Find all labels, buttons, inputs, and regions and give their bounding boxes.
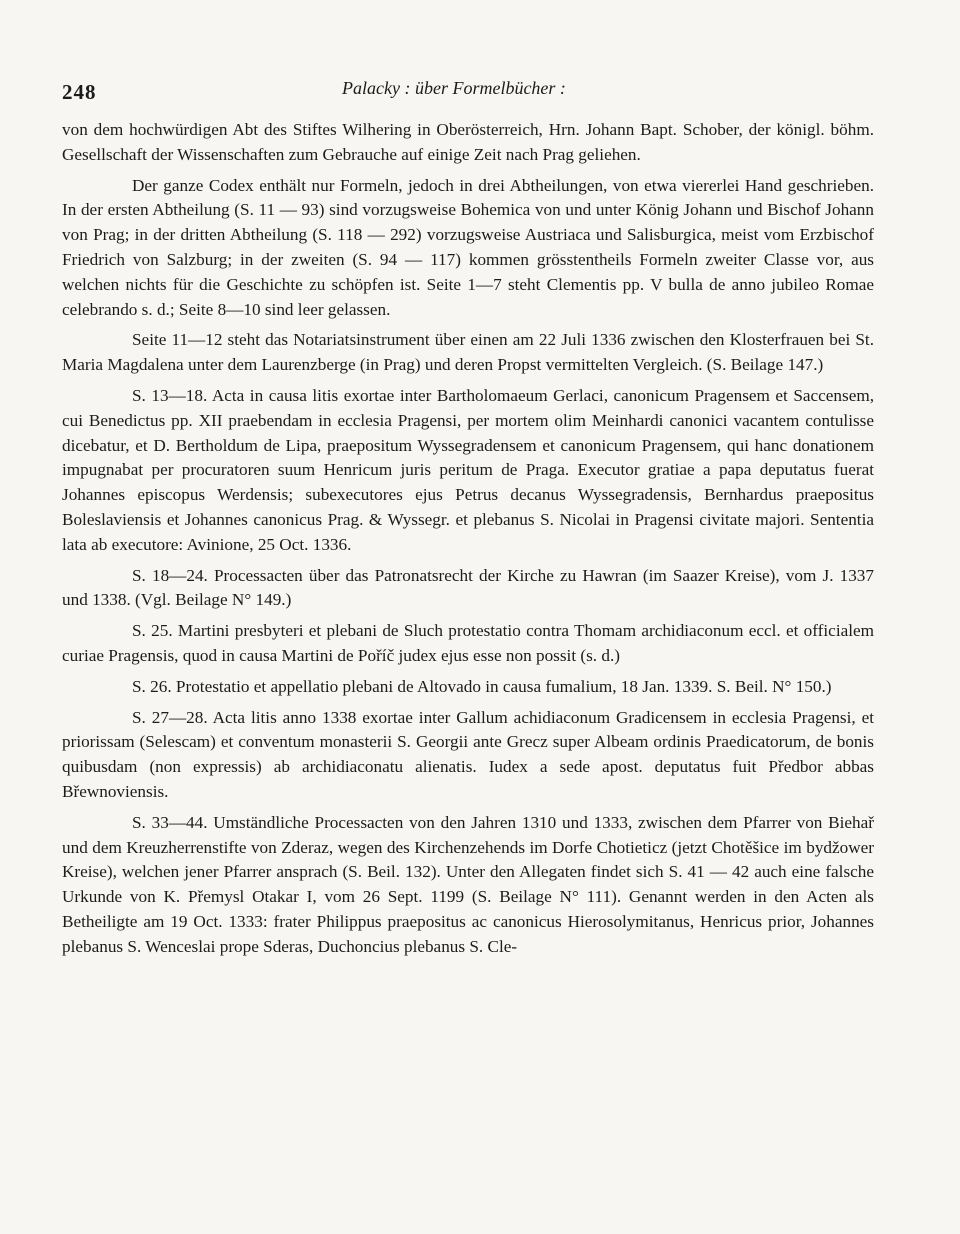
running-title: Palacky : über Formelbücher : [342,78,566,98]
paragraph-5: S. 18—24. Processacten über das Patronatsrecht der Kirche zu Hawran (im Saazer Kreise), vom J. 1337 und 1338. (Vgl. Beilage N° 149.) [62,565,874,610]
paragraph-7: S. 26. Protestatio et appellatio plebani de Altovado in causa fumalium, 18 Jan. 1339. S. Beil. N° 150.) [132,676,832,696]
paragraph-3: Seite 11—12 steht das Notariatsinstrument über einen am 22 Juli 1336 zwischen den Klosterfrauen bei St. Maria Magdalena unter dem Laurenzberge (in Prag) und deren Propst vermittelten Vergleich. (S. Beilage 147.) [62,330,874,375]
page-header [62,78,874,118]
paragraph-6: S. 25. Martini presbyteri et plebani de Sluch protestatio contra Thomam archidiaconum eccl. et officialem curiae Pragensis, quod in causa Martini de Poříč judex ejus esse non possit (s. d.) [62,621,874,665]
paragraph-4: S. 13—18. Acta in causa litis exortae inter Bartholomaeum Gerlaci, canonicum Pragensem et Saccensem, cui Benedictus pp. XII praebendam in ecclesia Pragensi, per mortem olim Meinhardi canonici vacantem contulisse dicebatur, et D. Bertholdum de Lipa, praepositum Wyssegradensem et canonicum Pragensem, qui hanc donationem impugnabat per procuratoren suum Henricum juris peritum de Praga. Executor gratiae a papa deputatus fuerat Johannes episcopus Werdensis; subexecutores ejus Petrus decanus Wyssegradensis, Bernhardus praepositus Boleslaviensis et Johannes canonicus Prag. & Wyssegr. et plebanus S. Nicolai in Pragensi civitate majori. Sententia lata ab executore: Avinione, 25 Oct. 1336. [62,385,874,554]
paragraph-8: S. 27—28. Acta litis anno 1338 exortae inter Gallum achidiaconum Gradicensem in ecclesia Pragensi, et priorissam (Selescam) et conventum monasterii S. Georgii ante Grecz super Albeam ordinis Praedicatorum, de bonis quibusdam (non expressis) ab archidiaconatu alienatis. Iudex a sede apost. deputatus fuit Předbor abbas Břewnoviensis. [62,707,874,801]
paragraph-1: von dem hochwürdigen Abt des Stiftes Wilhering in Oberösterreich, Hrn. Johann Bapt. Schober, der königl. böhm. Gesellschaft der Wissenschaften zum Gebrauche auf einige Zeit nach Prag geliehen. [62,120,874,164]
body-text [62,118,874,960]
paragraph-9: S. 33—44. Umständliche Processacten von den Jahren 1310 und 1333, zwischen dem Pfarrer von Biehař und dem Kreuzherrenstifte von Zderaz, wegen des Kirchenzehends im Dorfe Chotieticz (jetzt Chotěšice im bydžower Kreise), welchen jener Pfarrer ansprach (S. Beil. 132). Unter den Allegaten findet sich S. 41 — 42 auch eine falsche Urkunde von K. Přemysl Otakar I, vom 26 Sept. 1199 (S. Beilage N° 111). Genannt werden in den Acten als Betheiligte am 19 Oct. 1333: frater Philippus praepositus ac canonicus Hierosolymitanus, Henricus prior, Johannes plebanus S. Wenceslai prope Sderas, Duchoncius plebanus S. Cle- [62,812,874,956]
paragraph-2: Der ganze Codex enthält nur Formeln, jedoch in drei Abtheilungen, von etwa viererlei Hand geschrieben. In der ersten Abtheilung (S. 11 — 93) sind vorzugsweise Bohemica von und unter König Johann und Bischof Johann von Prag; in der dritten Abtheilung (S. 118 — 292) vorzugsweise Austriaca und Salisburgica, meist vom Erzbischof Friedrich von Salzburg; in der zweiten (S. 94 — 117) kommen grösstentheils Formeln zweiter Classe vor, aus welchen nichts für die Geschichte zu schöpfen ist. Seite 1—7 steht Clementis pp. V bulla de anno jubileo Romae celebrando s. d.; Seite 8—10 sind leer gelassen. [62,175,874,319]
page-number: 248 [62,80,97,104]
